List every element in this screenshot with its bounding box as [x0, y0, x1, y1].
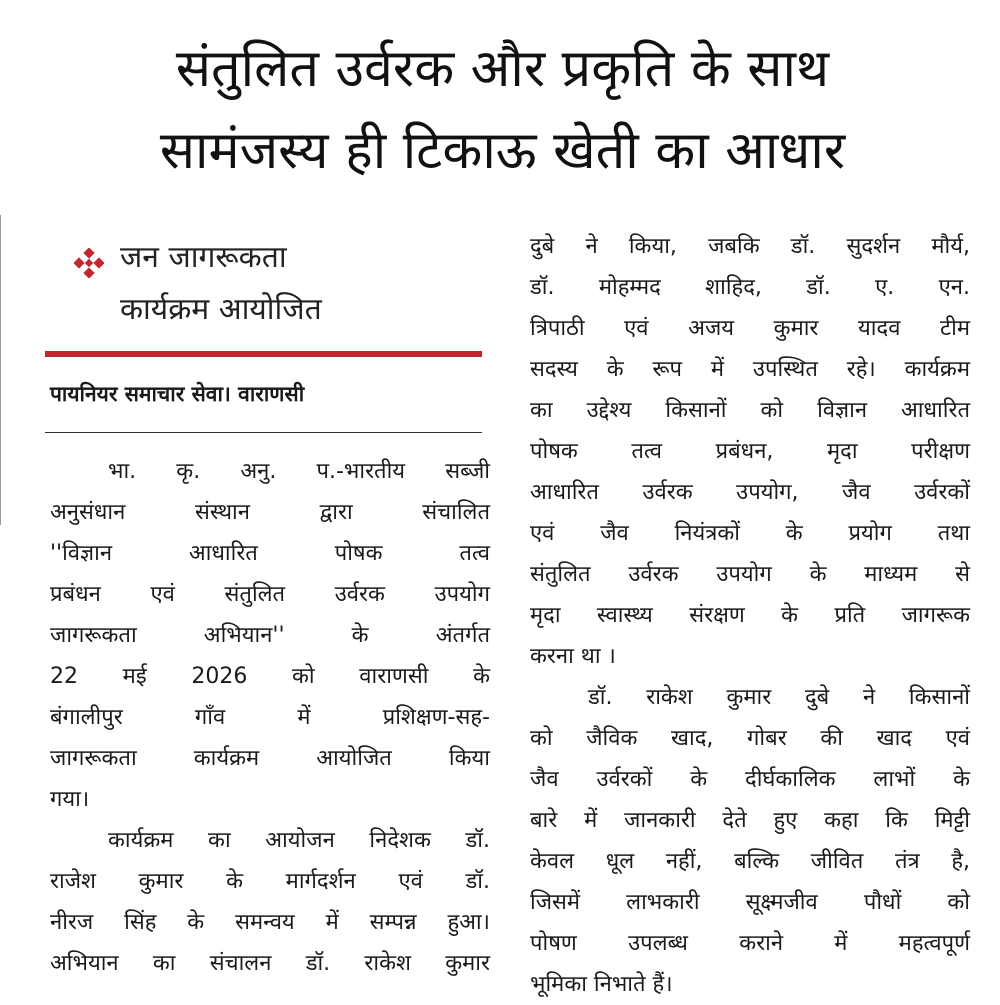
paragraph-line: त्रिपाठी एवं अजय कुमार यादव टीम: [530, 316, 970, 341]
paragraph-line: जागरूकता अभियान'' के अंतर्गत: [50, 623, 490, 648]
paragraph-line: भूमिका निभाते हैं।: [530, 972, 673, 997]
paragraph-line: अभियान का संचालन डॉ. राकेश कुमार: [50, 951, 490, 976]
paragraph-line: केवल धूल नहीं, बल्कि जीवित तंत्र है,: [530, 849, 970, 874]
paragraph-line: नीरज सिंह के समन्वय में सम्पन्न हुआ।: [50, 910, 490, 935]
paragraph-line: अनुसंधान संस्थान द्वारा संचालित: [50, 500, 490, 525]
paragraph-line: डॉ. राकेश कुमार दुबे ने किसानों: [588, 685, 970, 710]
paragraph-line: भा. कृ. अनु. प.-भारतीय सब्जी: [108, 459, 490, 484]
paragraph-line: डॉ. मोहम्मद शाहिद, डॉ. ए. एन.: [530, 275, 970, 300]
paragraph-line: आधारित उर्वरक उपयोग, जैव उर्वरकों: [530, 480, 970, 505]
paragraph-line: जागरूकता कार्यक्रम आयोजित किया: [50, 746, 490, 771]
paragraph-line: संतुलित उर्वरक उपयोग के माध्यम से: [530, 562, 970, 587]
page-edge-rule: [0, 215, 1, 525]
paragraph-line: ''विज्ञान आधारित पोषक तत्व: [50, 541, 490, 566]
paragraph-line: जिसमें लाभकारी सूक्ष्मजीव पौधों को: [530, 890, 970, 915]
highlight-line-2: कार्यक्रम आयोजित: [120, 292, 322, 327]
dateline: पायनियर समाचार सेवा। वाराणसी: [50, 382, 305, 406]
paragraph-line: जैव उर्वरकों के दीर्घकालिक लाभों के: [530, 767, 970, 792]
paragraph-line: बारे में जानकारी देते हुए कहा कि मिट्टी: [530, 808, 970, 833]
red-divider: [45, 351, 482, 357]
dateline-divider: [45, 432, 482, 433]
headline: [30, 28, 975, 192]
paragraph-line: पोषण उपलब्ध कराने में महत्वपूर्ण: [530, 931, 970, 956]
paragraph-line: गया।: [50, 787, 90, 812]
paragraph-line: पोषक तत्व प्रबंधन, मृदा परीक्षण: [530, 439, 970, 464]
headline-line-2: सामंजस्य ही टिकाऊ खेती का आधार: [159, 121, 846, 181]
paragraph-line: एवं जैव नियंत्रकों के प्रयोग तथा: [530, 521, 970, 546]
diamond-cluster-icon: [74, 248, 104, 278]
highlight-text: [120, 232, 480, 336]
paragraph-line: को जैविक खाद, गोबर की खाद एवं: [530, 726, 970, 751]
highlight-line-1: जन जागरूकता: [120, 240, 287, 275]
paragraph-line: कार्यक्रम का आयोजन निदेशक डॉ.: [108, 828, 490, 853]
paragraph-line: 22 मई 2026 को वाराणसी के: [50, 664, 490, 689]
paragraph-line: बंगालीपुर गाँव में प्रशिक्षण-सह-: [50, 705, 490, 730]
paragraph-line: मृदा स्वास्थ्य संरक्षण के प्रति जागरूक: [530, 603, 970, 628]
headline-line-1: संतुलित उर्वरक और प्रकृति के साथ: [175, 39, 830, 99]
paragraph-line: राजेश कुमार के मार्गदर्शन एवं डॉ.: [50, 869, 490, 894]
paragraph-line: सदस्य के रूप में उपस्थित रहे। कार्यक्रम: [530, 357, 970, 382]
paragraph-line: का उद्देश्य किसानों को विज्ञान आधारित: [530, 398, 970, 423]
paragraph-line: करना था ।: [530, 644, 616, 669]
article-column-left: [50, 451, 490, 984]
article-column-right: [530, 226, 970, 1005]
paragraph-line: प्रबंधन एवं संतुलित उर्वरक उपयोग: [50, 582, 490, 607]
paragraph-line: दुबे ने किया, जबकि डॉ. सुदर्शन मौर्य,: [530, 234, 970, 259]
